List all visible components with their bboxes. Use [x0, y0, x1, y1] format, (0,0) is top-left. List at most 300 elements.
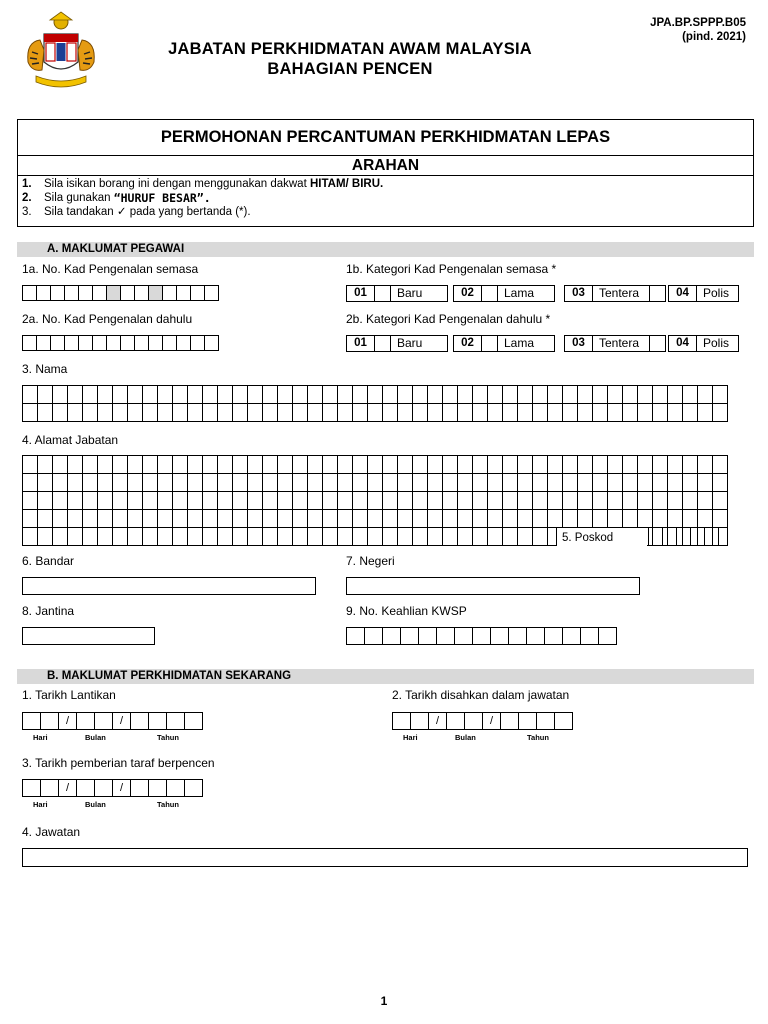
char-cell[interactable] — [173, 510, 188, 528]
char-cell[interactable] — [308, 492, 323, 510]
char-cell[interactable] — [473, 404, 488, 422]
char-cell[interactable] — [143, 456, 158, 474]
char-cell[interactable] — [413, 456, 428, 474]
ic-previous-input[interactable] — [22, 335, 218, 351]
char-cell[interactable] — [488, 456, 503, 474]
char-cell[interactable] — [443, 404, 458, 422]
char-cell[interactable] — [248, 474, 263, 492]
char-cell[interactable] — [698, 456, 713, 474]
char-cell[interactable] — [518, 510, 533, 528]
char-cell[interactable] — [683, 474, 698, 492]
char-cell[interactable] — [413, 510, 428, 528]
char-cell[interactable] — [248, 456, 263, 474]
char-cell[interactable] — [578, 404, 593, 422]
char-cell[interactable] — [443, 510, 458, 528]
char-cell[interactable] — [638, 386, 653, 404]
char-cell[interactable] — [143, 404, 158, 422]
char-cell[interactable] — [173, 474, 188, 492]
char-cell[interactable] — [488, 386, 503, 404]
char-cell[interactable] — [53, 492, 68, 510]
char-cell[interactable] — [308, 510, 323, 528]
char-cell[interactable] — [398, 528, 413, 546]
char-cell[interactable] — [368, 474, 383, 492]
char-cell[interactable] — [158, 456, 173, 474]
category-option-polis[interactable]: 04 Polis — [668, 285, 739, 302]
char-cell[interactable] — [323, 456, 338, 474]
checkbox[interactable] — [650, 285, 666, 302]
char-cell[interactable] — [593, 404, 608, 422]
category-option-tentera[interactable]: 03 Tentera — [564, 285, 666, 302]
char-cell[interactable] — [113, 474, 128, 492]
char-cell[interactable] — [638, 474, 653, 492]
char-cell[interactable] — [158, 386, 173, 404]
char-cell[interactable] — [458, 510, 473, 528]
postcode-input[interactable] — [648, 527, 718, 546]
char-cell[interactable] — [353, 456, 368, 474]
char-cell[interactable] — [368, 386, 383, 404]
char-cell[interactable] — [248, 404, 263, 422]
char-cell[interactable] — [623, 456, 638, 474]
char-cell[interactable] — [473, 492, 488, 510]
char-cell[interactable] — [68, 510, 83, 528]
char-cell[interactable] — [293, 492, 308, 510]
char-cell[interactable] — [413, 386, 428, 404]
char-cell[interactable] — [143, 528, 158, 546]
char-cell[interactable] — [698, 510, 713, 528]
char-cell[interactable] — [593, 510, 608, 528]
category-option-lama[interactable]: 02 Lama — [453, 285, 555, 302]
char-cell[interactable] — [443, 456, 458, 474]
char-cell[interactable] — [503, 492, 518, 510]
char-cell[interactable] — [578, 474, 593, 492]
char-cell[interactable] — [308, 404, 323, 422]
char-cell[interactable] — [383, 510, 398, 528]
char-cell[interactable] — [233, 404, 248, 422]
char-cell[interactable] — [413, 404, 428, 422]
city-input[interactable] — [22, 577, 316, 595]
char-cell[interactable] — [233, 386, 248, 404]
char-cell[interactable] — [608, 510, 623, 528]
char-cell[interactable] — [83, 510, 98, 528]
checkbox[interactable] — [650, 335, 666, 352]
char-cell[interactable] — [323, 528, 338, 546]
char-cell[interactable] — [368, 528, 383, 546]
char-cell[interactable] — [263, 386, 278, 404]
char-cell[interactable] — [548, 474, 563, 492]
char-cell[interactable] — [683, 456, 698, 474]
gender-input[interactable] — [22, 627, 155, 645]
char-cell[interactable] — [413, 528, 428, 546]
char-cell[interactable] — [128, 528, 143, 546]
char-cell[interactable] — [203, 492, 218, 510]
char-cell[interactable] — [458, 528, 473, 546]
char-cell[interactable] — [623, 404, 638, 422]
char-cell[interactable] — [23, 404, 38, 422]
char-cell[interactable] — [518, 492, 533, 510]
char-cell[interactable] — [293, 528, 308, 546]
pensionable-date-input[interactable]: / / — [22, 779, 202, 797]
char-cell[interactable] — [248, 528, 263, 546]
char-cell[interactable] — [158, 492, 173, 510]
char-cell[interactable] — [323, 510, 338, 528]
char-cell[interactable] — [683, 386, 698, 404]
char-cell[interactable] — [38, 386, 53, 404]
char-cell[interactable] — [98, 510, 113, 528]
char-cell[interactable] — [143, 492, 158, 510]
char-cell[interactable] — [368, 456, 383, 474]
char-cell[interactable] — [203, 456, 218, 474]
char-cell[interactable] — [173, 386, 188, 404]
char-cell[interactable] — [68, 456, 83, 474]
char-cell[interactable] — [338, 510, 353, 528]
char-cell[interactable] — [503, 456, 518, 474]
char-cell[interactable] — [353, 510, 368, 528]
char-cell[interactable] — [293, 386, 308, 404]
ic-current-input[interactable] — [22, 285, 218, 301]
char-cell[interactable] — [113, 404, 128, 422]
char-cell[interactable] — [263, 474, 278, 492]
char-cell[interactable] — [428, 528, 443, 546]
char-cell[interactable] — [38, 404, 53, 422]
char-cell[interactable] — [98, 404, 113, 422]
char-cell[interactable] — [683, 404, 698, 422]
char-cell[interactable] — [113, 528, 128, 546]
char-cell[interactable] — [653, 510, 668, 528]
category-option-lama[interactable]: 02 Lama — [453, 335, 555, 352]
char-cell[interactable] — [338, 528, 353, 546]
char-cell[interactable] — [173, 404, 188, 422]
char-cell[interactable] — [173, 492, 188, 510]
char-cell[interactable] — [518, 404, 533, 422]
char-cell[interactable] — [488, 474, 503, 492]
char-cell[interactable] — [713, 386, 728, 404]
char-cell[interactable] — [473, 386, 488, 404]
char-cell[interactable] — [68, 474, 83, 492]
char-cell[interactable] — [128, 404, 143, 422]
char-cell[interactable] — [353, 404, 368, 422]
char-cell[interactable] — [38, 456, 53, 474]
char-cell[interactable] — [158, 404, 173, 422]
char-cell[interactable] — [383, 492, 398, 510]
char-cell[interactable] — [398, 456, 413, 474]
char-cell[interactable] — [593, 386, 608, 404]
char-cell[interactable] — [98, 474, 113, 492]
char-cell[interactable] — [293, 510, 308, 528]
char-cell[interactable] — [578, 456, 593, 474]
char-cell[interactable] — [308, 528, 323, 546]
char-cell[interactable] — [353, 386, 368, 404]
char-cell[interactable] — [428, 492, 443, 510]
char-cell[interactable] — [113, 456, 128, 474]
char-cell[interactable] — [413, 492, 428, 510]
char-cell[interactable] — [173, 456, 188, 474]
char-cell[interactable] — [428, 404, 443, 422]
char-cell[interactable] — [383, 386, 398, 404]
char-cell[interactable] — [653, 474, 668, 492]
char-cell[interactable] — [143, 474, 158, 492]
char-cell[interactable] — [713, 404, 728, 422]
char-cell[interactable] — [653, 456, 668, 474]
char-cell[interactable] — [473, 510, 488, 528]
char-cell[interactable] — [188, 404, 203, 422]
char-cell[interactable] — [218, 474, 233, 492]
char-cell[interactable] — [668, 386, 683, 404]
char-cell[interactable] — [398, 492, 413, 510]
char-cell[interactable] — [248, 386, 263, 404]
char-cell[interactable] — [248, 492, 263, 510]
char-cell[interactable] — [383, 528, 398, 546]
char-cell[interactable] — [458, 404, 473, 422]
char-cell[interactable] — [533, 474, 548, 492]
char-cell[interactable] — [143, 386, 158, 404]
char-cell[interactable] — [188, 492, 203, 510]
char-cell[interactable] — [488, 528, 503, 546]
char-cell[interactable] — [548, 456, 563, 474]
char-cell[interactable] — [668, 404, 683, 422]
char-cell[interactable] — [83, 528, 98, 546]
category-option-baru[interactable]: 01 Baru — [346, 285, 448, 302]
char-cell[interactable] — [53, 386, 68, 404]
char-cell[interactable] — [608, 474, 623, 492]
char-cell[interactable] — [518, 456, 533, 474]
char-cell[interactable] — [248, 510, 263, 528]
char-cell[interactable] — [563, 404, 578, 422]
char-cell[interactable] — [83, 474, 98, 492]
char-cell[interactable] — [218, 386, 233, 404]
char-cell[interactable] — [128, 456, 143, 474]
category-option-tentera[interactable]: 03 Tentera — [564, 335, 666, 352]
char-cell[interactable] — [218, 492, 233, 510]
checkbox[interactable] — [482, 285, 498, 302]
char-cell[interactable] — [473, 528, 488, 546]
char-cell[interactable] — [503, 510, 518, 528]
char-cell[interactable] — [623, 510, 638, 528]
char-cell[interactable] — [218, 456, 233, 474]
char-cell[interactable] — [668, 456, 683, 474]
char-cell[interactable] — [578, 492, 593, 510]
char-cell[interactable] — [23, 386, 38, 404]
char-cell[interactable] — [623, 474, 638, 492]
char-cell[interactable] — [698, 404, 713, 422]
char-cell[interactable] — [653, 492, 668, 510]
char-cell[interactable] — [38, 474, 53, 492]
char-cell[interactable] — [53, 528, 68, 546]
char-cell[interactable] — [83, 456, 98, 474]
char-cell[interactable] — [443, 474, 458, 492]
char-cell[interactable] — [383, 404, 398, 422]
char-cell[interactable] — [368, 404, 383, 422]
char-cell[interactable] — [83, 404, 98, 422]
char-cell[interactable] — [353, 492, 368, 510]
char-cell[interactable] — [308, 456, 323, 474]
char-cell[interactable] — [188, 510, 203, 528]
char-cell[interactable] — [323, 404, 338, 422]
char-cell[interactable] — [98, 456, 113, 474]
char-cell[interactable] — [323, 474, 338, 492]
char-cell[interactable] — [638, 492, 653, 510]
char-cell[interactable] — [503, 386, 518, 404]
char-cell[interactable] — [293, 404, 308, 422]
char-cell[interactable] — [428, 386, 443, 404]
char-cell[interactable] — [623, 386, 638, 404]
char-cell[interactable] — [188, 386, 203, 404]
char-cell[interactable] — [488, 510, 503, 528]
char-cell[interactable] — [188, 474, 203, 492]
char-cell[interactable] — [683, 510, 698, 528]
char-cell[interactable] — [458, 386, 473, 404]
category-option-polis[interactable]: 04 Polis — [668, 335, 739, 352]
char-cell[interactable] — [608, 456, 623, 474]
char-cell[interactable] — [263, 456, 278, 474]
char-cell[interactable] — [233, 528, 248, 546]
char-cell[interactable] — [293, 456, 308, 474]
char-cell[interactable] — [98, 386, 113, 404]
char-cell[interactable] — [428, 474, 443, 492]
char-cell[interactable] — [638, 404, 653, 422]
char-cell[interactable] — [608, 404, 623, 422]
char-cell[interactable] — [338, 456, 353, 474]
char-cell[interactable] — [548, 492, 563, 510]
char-cell[interactable] — [128, 510, 143, 528]
char-cell[interactable] — [368, 510, 383, 528]
char-cell[interactable] — [443, 492, 458, 510]
char-cell[interactable] — [98, 528, 113, 546]
char-cell[interactable] — [608, 492, 623, 510]
char-cell[interactable] — [338, 492, 353, 510]
char-cell[interactable] — [68, 404, 83, 422]
char-cell[interactable] — [113, 492, 128, 510]
epf-number-input[interactable] — [346, 627, 616, 645]
char-cell[interactable] — [563, 492, 578, 510]
char-cell[interactable] — [533, 386, 548, 404]
char-cell[interactable] — [113, 386, 128, 404]
char-cell[interactable] — [443, 386, 458, 404]
char-cell[interactable] — [338, 404, 353, 422]
char-cell[interactable] — [533, 456, 548, 474]
char-cell[interactable] — [23, 492, 38, 510]
char-cell[interactable] — [218, 528, 233, 546]
char-cell[interactable] — [263, 404, 278, 422]
char-cell[interactable] — [143, 510, 158, 528]
char-cell[interactable] — [203, 386, 218, 404]
char-cell[interactable] — [263, 528, 278, 546]
category-option-baru[interactable]: 01 Baru — [346, 335, 448, 352]
char-cell[interactable] — [353, 528, 368, 546]
checkbox[interactable] — [375, 285, 391, 302]
char-cell[interactable] — [53, 510, 68, 528]
char-cell[interactable] — [23, 510, 38, 528]
char-cell[interactable] — [443, 528, 458, 546]
char-cell[interactable] — [398, 404, 413, 422]
char-cell[interactable] — [263, 510, 278, 528]
char-cell[interactable] — [278, 456, 293, 474]
char-cell[interactable] — [53, 404, 68, 422]
char-cell[interactable] — [668, 492, 683, 510]
char-cell[interactable] — [278, 528, 293, 546]
char-cell[interactable] — [68, 528, 83, 546]
char-cell[interactable] — [188, 528, 203, 546]
char-cell[interactable] — [488, 492, 503, 510]
char-cell[interactable] — [533, 492, 548, 510]
char-cell[interactable] — [173, 528, 188, 546]
char-cell[interactable] — [368, 492, 383, 510]
char-cell[interactable] — [698, 386, 713, 404]
char-cell[interactable] — [458, 492, 473, 510]
char-cell[interactable] — [428, 456, 443, 474]
char-cell[interactable] — [128, 492, 143, 510]
char-cell[interactable] — [518, 386, 533, 404]
char-cell[interactable] — [128, 386, 143, 404]
char-cell[interactable] — [578, 386, 593, 404]
char-cell[interactable] — [548, 386, 563, 404]
char-cell[interactable] — [203, 474, 218, 492]
char-cell[interactable] — [698, 492, 713, 510]
char-cell[interactable] — [158, 510, 173, 528]
char-cell[interactable] — [38, 528, 53, 546]
char-cell[interactable] — [218, 510, 233, 528]
char-cell[interactable] — [473, 474, 488, 492]
char-cell[interactable] — [503, 528, 518, 546]
char-cell[interactable] — [653, 386, 668, 404]
char-cell[interactable] — [608, 386, 623, 404]
char-cell[interactable] — [638, 456, 653, 474]
char-cell[interactable] — [428, 510, 443, 528]
char-cell[interactable] — [578, 510, 593, 528]
char-cell[interactable] — [233, 456, 248, 474]
char-cell[interactable] — [23, 528, 38, 546]
char-cell[interactable] — [563, 510, 578, 528]
state-input[interactable] — [346, 577, 640, 595]
char-cell[interactable] — [593, 456, 608, 474]
char-cell[interactable] — [263, 492, 278, 510]
char-cell[interactable] — [53, 456, 68, 474]
char-cell[interactable] — [548, 404, 563, 422]
char-cell[interactable] — [593, 492, 608, 510]
char-cell[interactable] — [698, 474, 713, 492]
char-cell[interactable] — [533, 528, 548, 546]
char-cell[interactable] — [473, 456, 488, 474]
char-cell[interactable] — [518, 474, 533, 492]
char-cell[interactable] — [278, 510, 293, 528]
char-cell[interactable] — [233, 474, 248, 492]
char-cell[interactable] — [713, 474, 728, 492]
position-input[interactable] — [22, 848, 748, 867]
char-cell[interactable] — [68, 492, 83, 510]
char-cell[interactable] — [533, 510, 548, 528]
char-cell[interactable] — [593, 474, 608, 492]
char-cell[interactable] — [353, 474, 368, 492]
char-cell[interactable] — [713, 492, 728, 510]
confirmation-date-input[interactable]: / / — [392, 712, 572, 730]
char-cell[interactable] — [188, 456, 203, 474]
char-cell[interactable] — [233, 510, 248, 528]
char-cell[interactable] — [488, 404, 503, 422]
char-cell[interactable] — [113, 510, 128, 528]
char-cell[interactable] — [668, 510, 683, 528]
char-cell[interactable] — [23, 474, 38, 492]
checkbox[interactable] — [375, 335, 391, 352]
char-cell[interactable] — [383, 474, 398, 492]
char-cell[interactable] — [653, 404, 668, 422]
char-cell[interactable] — [533, 404, 548, 422]
char-cell[interactable] — [83, 492, 98, 510]
char-cell[interactable] — [398, 474, 413, 492]
char-cell[interactable] — [323, 386, 338, 404]
appointment-date-input[interactable]: / / — [22, 712, 202, 730]
char-cell[interactable] — [413, 474, 428, 492]
char-cell[interactable] — [38, 510, 53, 528]
char-cell[interactable] — [338, 474, 353, 492]
